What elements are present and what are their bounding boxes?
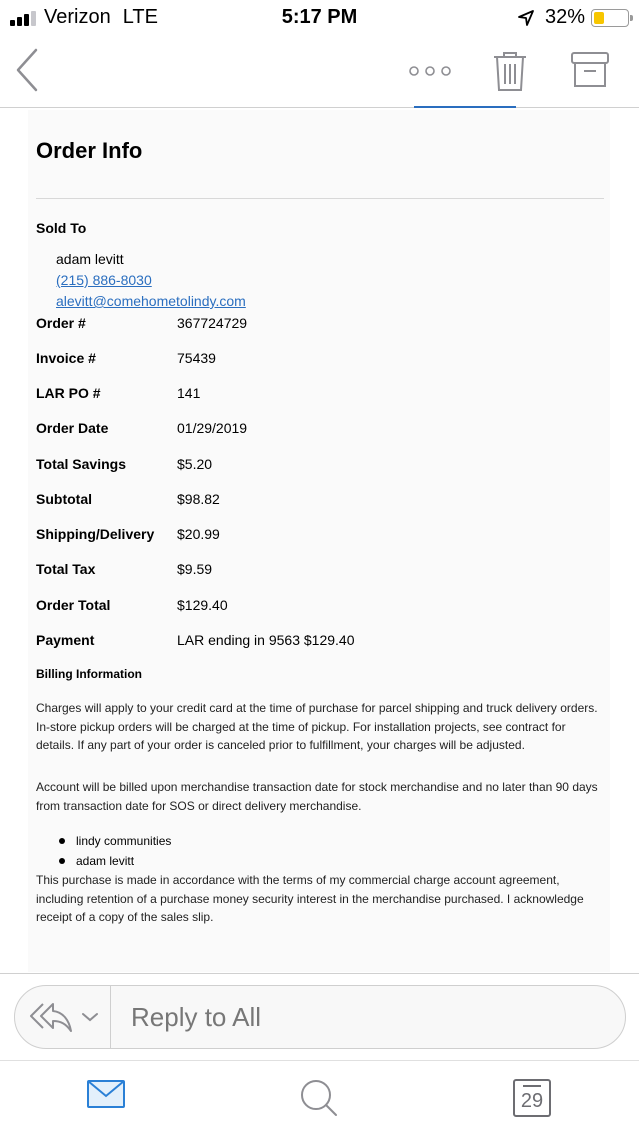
status-right xyxy=(517,6,629,29)
field-value: $5.20 xyxy=(177,456,213,472)
search-icon[interactable] xyxy=(299,1078,339,1118)
status-time: 5:17 PM xyxy=(281,6,358,28)
reply-options-button[interactable] xyxy=(15,986,111,1048)
field-label: Total Savings xyxy=(36,456,126,472)
reply-separator xyxy=(0,973,639,974)
field-total-savings xyxy=(36,456,596,476)
field-total-tax xyxy=(36,561,596,581)
field-value: $129.40 xyxy=(177,597,228,613)
field-label: Invoice # xyxy=(36,350,96,366)
divider xyxy=(36,198,604,199)
billing-bullet-list xyxy=(56,832,171,872)
billing-paragraph-charges: Charges will apply to your credit card at the time of purchase for parcel shipping and truck delivery orders. In-store pickup orders will be charged at the time of pickup. For installation projects, see contract for details. If any part of your order is canceled prior to fulfillment, your charges will be adjusted. xyxy=(36,701,598,752)
sold-to-name: adam levitt xyxy=(56,251,124,267)
field-value: $9.59 xyxy=(177,561,213,577)
reply-input[interactable]: Reply to All xyxy=(131,1002,262,1032)
battery-percent: 32% xyxy=(544,6,585,28)
field-label: Order Total xyxy=(36,597,111,613)
billing-info-title: Billing Information xyxy=(36,667,142,681)
sold-to-label: Sold To xyxy=(36,220,87,236)
field-label: Order # xyxy=(36,315,86,331)
calendar-day: 29 xyxy=(520,1090,544,1112)
field-lar-po xyxy=(36,385,596,405)
partial-link-underline xyxy=(414,106,516,108)
tab-bar-separator xyxy=(0,1060,639,1061)
billing-paragraph-agreement: This purchase is made in accordance with the terms of my commercial charge account agreement, including retention of a purchase money security interest in the merchandise purchased. I acknowledge receipt of a copy of the sales slip. xyxy=(36,873,584,924)
location-arrow-icon xyxy=(517,9,535,27)
battery-icon xyxy=(591,9,629,27)
field-label: Shipping/Delivery xyxy=(36,526,155,542)
reply-all-icon xyxy=(29,1000,73,1034)
field-label: Total Tax xyxy=(36,561,96,577)
field-order-number xyxy=(36,315,596,335)
mail-icon[interactable] xyxy=(86,1078,126,1110)
list-item xyxy=(56,832,171,852)
battery-fill xyxy=(594,12,604,24)
field-value: 75439 xyxy=(177,350,216,366)
field-label: LAR PO # xyxy=(36,385,101,401)
field-invoice-number xyxy=(36,350,596,370)
more-icon[interactable] xyxy=(408,64,452,78)
field-value: 367724729 xyxy=(177,315,248,331)
bullet-text: lindy communities xyxy=(76,834,172,848)
field-subtotal xyxy=(36,491,596,511)
sold-to-email-link[interactable]: alevitt@comehometolindy.com xyxy=(56,293,246,309)
order-info-title: Order Info xyxy=(36,138,143,163)
field-value: LAR ending in 9563 $129.40 xyxy=(177,632,355,648)
field-order-total xyxy=(36,597,596,617)
calendar-tab[interactable] xyxy=(512,1078,552,1118)
network-type: LTE xyxy=(122,6,158,28)
bullet-text: adam levitt xyxy=(76,854,135,868)
billing-paragraph-account: Account will be billed upon merchandise transaction date for stock merchandise and no later than 90 days from transaction date for SOS or direct delivery merchandise. xyxy=(36,780,598,813)
field-value: $98.82 xyxy=(177,491,220,507)
field-shipping xyxy=(36,526,596,546)
field-value: 01/29/2019 xyxy=(177,420,248,436)
carrier-name: Verizon xyxy=(44,6,111,28)
email-body xyxy=(28,110,610,972)
trash-icon[interactable] xyxy=(492,50,528,92)
field-label: Subtotal xyxy=(36,491,92,507)
list-item xyxy=(56,852,171,872)
field-payment xyxy=(36,632,596,652)
status-bar xyxy=(0,0,639,36)
field-value: $20.99 xyxy=(177,526,220,542)
field-label: Payment xyxy=(36,632,95,648)
nav-bar xyxy=(0,36,639,108)
field-value: 141 xyxy=(177,385,201,401)
sold-to-phone-link[interactable]: (215) 886-8030 xyxy=(56,272,152,288)
chevron-down-icon xyxy=(81,1010,99,1024)
reply-bar[interactable] xyxy=(14,985,626,1049)
chevron-left-icon[interactable] xyxy=(14,48,42,92)
field-label: Order Date xyxy=(36,420,109,436)
field-order-date xyxy=(36,420,596,440)
archive-icon[interactable] xyxy=(570,50,610,90)
